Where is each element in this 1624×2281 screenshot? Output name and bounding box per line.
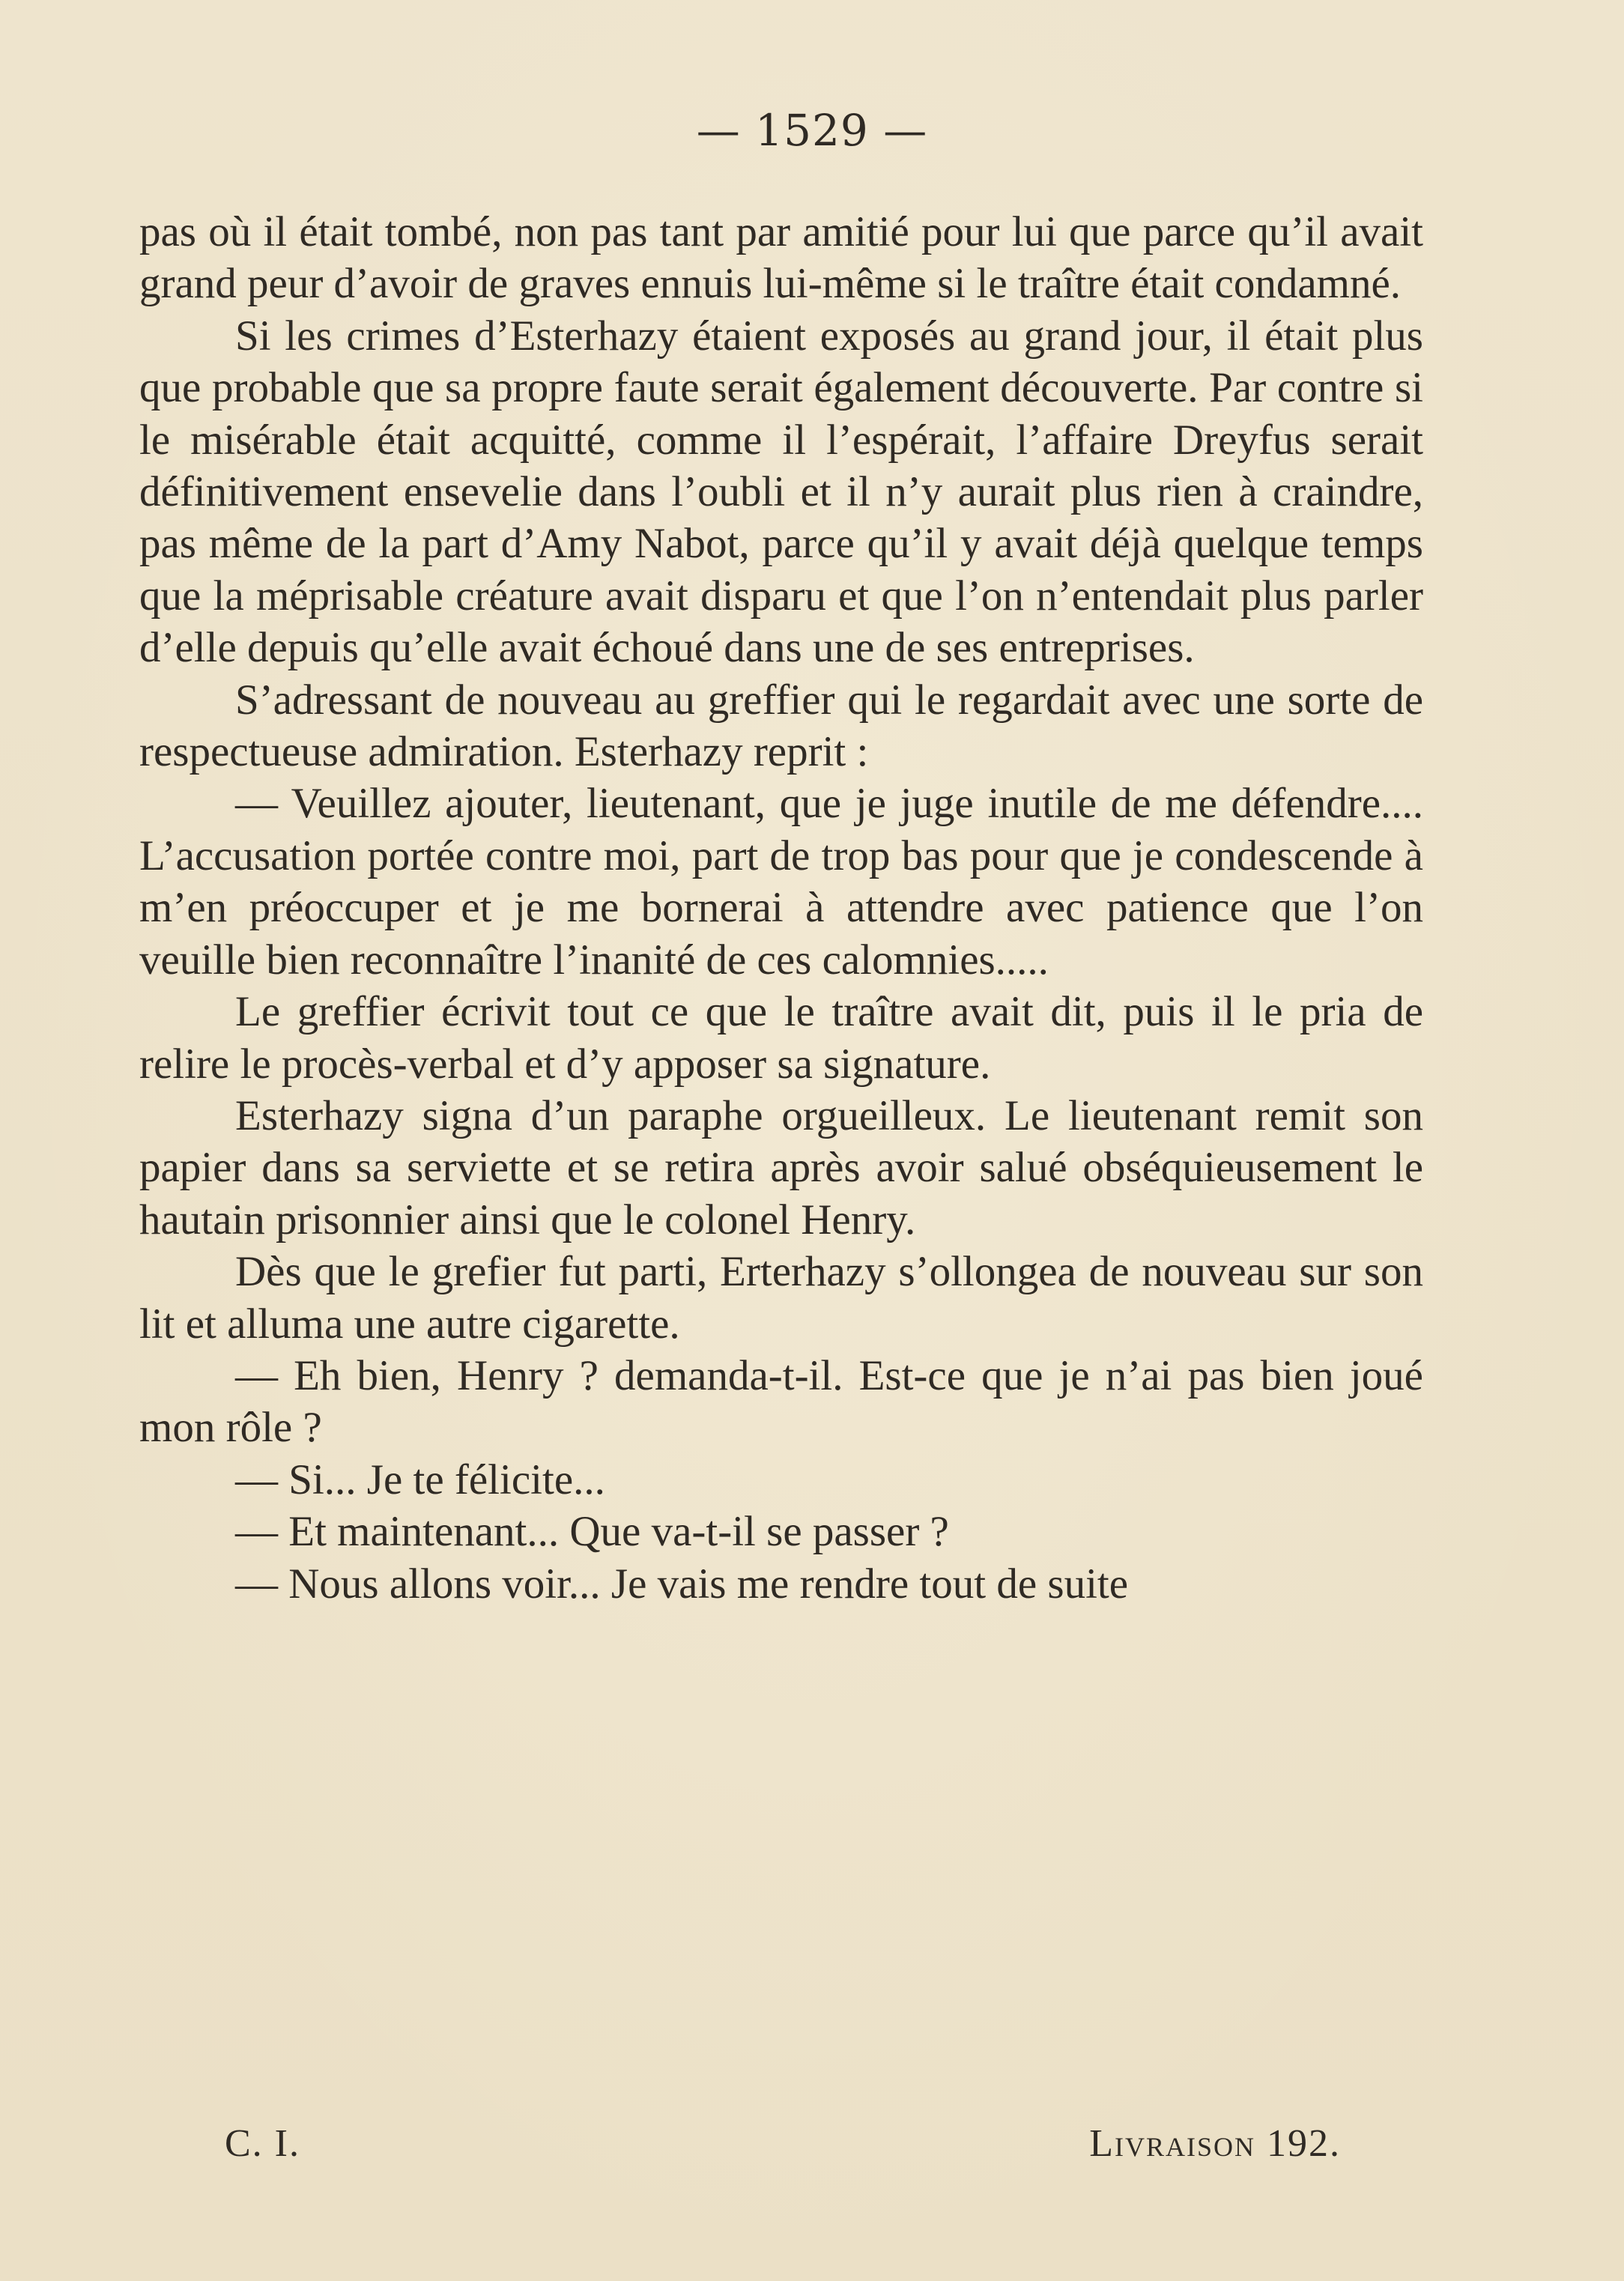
dialogue-paragraph: — Veuillez ajouter, lieutenant, que je juge inutile de me défendre.... L’accusation portée contre moi, part de trop bas pour que je condescende à m’en préoccuper et je me bornerai à attendre avec patience que l’on veuille bien reconnaître l’inanité de ces calomnies..... — [139, 780, 1423, 984]
paragraph: Si les crimes d’Esterhazy étaient exposés au grand jour, il était plus que probable que sa propre faute serait également découverte. Par contre si le misérable était acquitté, comme il l’espérait, l’affaire Dreyfus serait définitivement ensevelie dans l’oubli et il n’y aurait plus rien à craindre, pas même de la part d’Amy Nabot, parce qu’il y avait déjà quelque temps que la méprisable créature avait disparu et que l’on n’entendait plus parler d’elle depuis qu’elle avait échoué dans une de ses entreprises. — [139, 312, 1423, 672]
paragraph: Dès que le grefier fut parti, Erterhazy s’ollongea de nouveau sur son lit et alluma une autre cigarette. — [139, 1248, 1423, 1348]
page-number: — 1529 — — [696, 105, 928, 156]
footer-signature: C. I. — [225, 2122, 300, 2165]
dialogue-paragraph: — Et maintenant... Que va-t-il se passer ? — [235, 1508, 949, 1556]
dialogue-paragraph: — Eh bien, Henry ? demanda-t-il. Est-ce que je n’ai pas bien joué mon rôle ? — [139, 1351, 1423, 1452]
footer-livraison: Livraison 192. — [1089, 2122, 1341, 2165]
paragraph: Le greffier écrivit tout ce que le traître avait dit, puis il le pria de relire le procès-verbal et d’y apposer sa signature. — [139, 988, 1423, 1088]
body-text — [139, 206, 1423, 1610]
paragraph: S’adressant de nouveau au greffier qui le regardait avec une sorte de respectueuse admiration. Esterhazy reprit : — [139, 676, 1423, 776]
paragraph: pas où il était tombé, non pas tant par amitié pour lui que parce qu’il avait grand peur d’avoir de graves ennuis lui-même si le traître était condamné. — [139, 208, 1423, 308]
paragraph: Esterhazy signa d’un paraphe orgueilleux. Le lieutenant remit son papier dans sa serviette et se retira après avoir salué obséquieusement le hautain prisonnier ainsi que le colonel Henry. — [139, 1091, 1423, 1244]
dialogue-paragraph: — Si... Je te félicite... — [235, 1455, 605, 1503]
dialogue-paragraph: — Nous allons voir... Je vais me rendre tout de suite — [235, 1560, 1129, 1608]
